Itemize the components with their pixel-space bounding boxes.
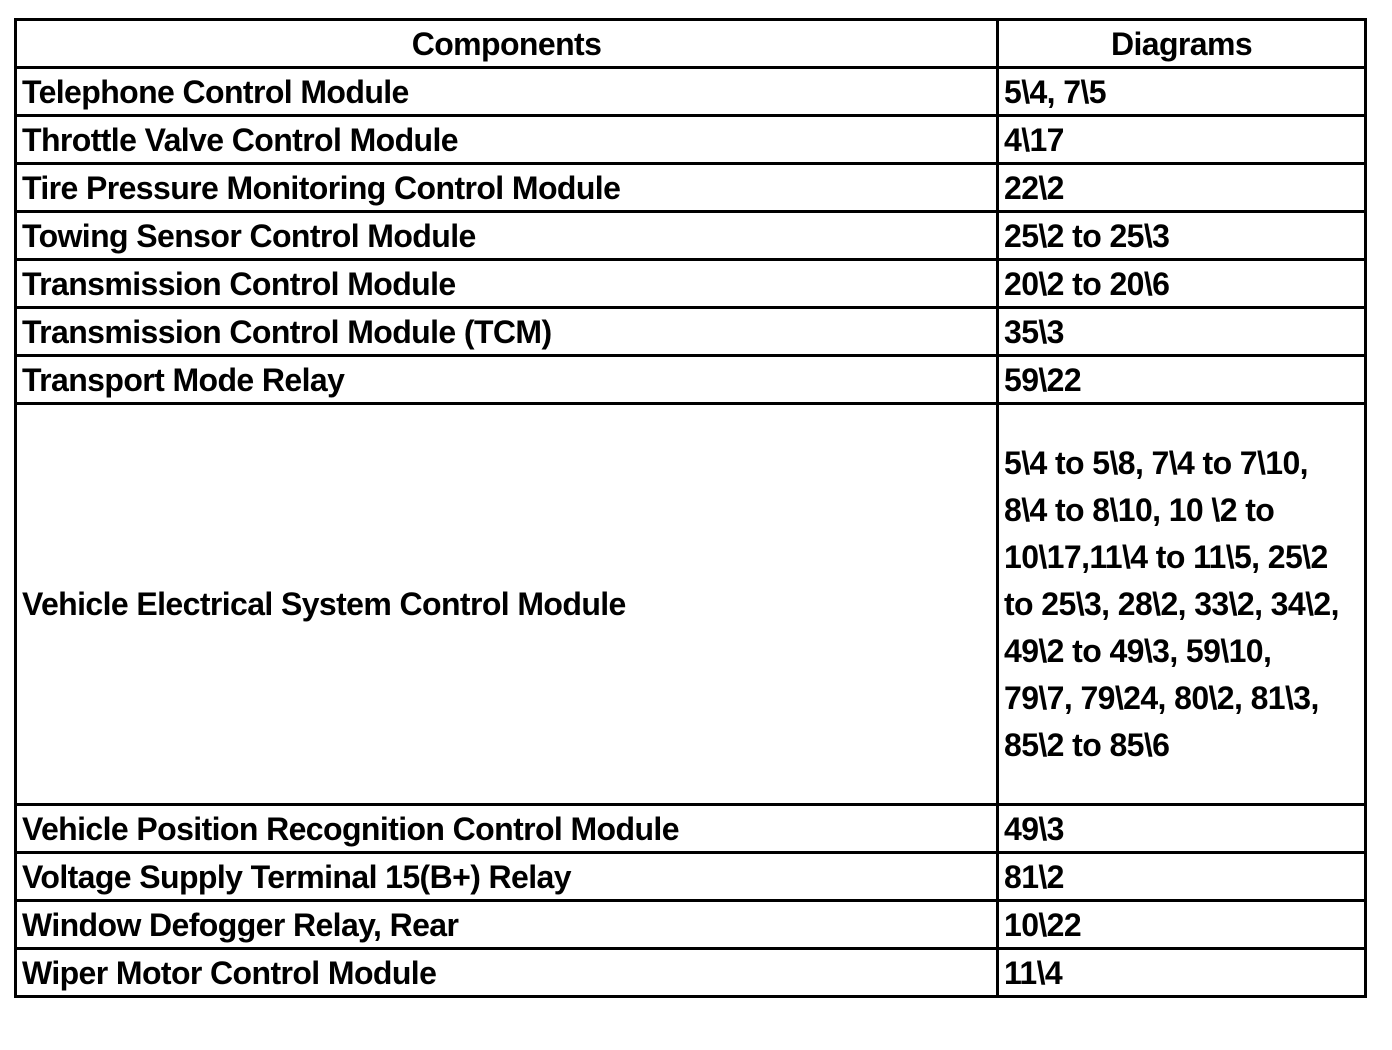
table-row xyxy=(16,805,1366,853)
diagram-cell: 59\22 xyxy=(998,356,1366,404)
table-row xyxy=(16,164,1366,212)
component-cell: Towing Sensor Control Module xyxy=(16,212,998,260)
header-components: Components xyxy=(16,20,998,68)
components-table xyxy=(14,18,1367,998)
component-cell: Transport Mode Relay xyxy=(16,356,998,404)
table-row xyxy=(16,404,1366,805)
component-cell: Vehicle Electrical System Control Module xyxy=(16,404,998,805)
table-row xyxy=(16,356,1366,404)
component-cell: Window Defogger Relay, Rear xyxy=(16,901,998,949)
component-cell: Transmission Control Module (TCM) xyxy=(16,308,998,356)
header-row xyxy=(16,20,1366,68)
diagram-cell: 25\2 to 25\3 xyxy=(998,212,1366,260)
component-cell: Wiper Motor Control Module xyxy=(16,949,998,997)
diagram-cell: 4\17 xyxy=(998,116,1366,164)
diagram-cell: 11\4 xyxy=(998,949,1366,997)
diagram-cell: 49\3 xyxy=(998,805,1366,853)
diagram-cell: 20\2 to 20\6 xyxy=(998,260,1366,308)
component-cell: Transmission Control Module xyxy=(16,260,998,308)
table-row xyxy=(16,260,1366,308)
component-cell: Vehicle Position Recognition Control Module xyxy=(16,805,998,853)
component-cell: Voltage Supply Terminal 15(B+) Relay xyxy=(16,853,998,901)
table-row xyxy=(16,68,1366,116)
diagram-cell: 22\2 xyxy=(998,164,1366,212)
component-cell: Throttle Valve Control Module xyxy=(16,116,998,164)
header-diagrams: Diagrams xyxy=(998,20,1366,68)
diagram-cell: 35\3 xyxy=(998,308,1366,356)
component-cell: Tire Pressure Monitoring Control Module xyxy=(16,164,998,212)
component-cell: Telephone Control Module xyxy=(16,68,998,116)
table-row xyxy=(16,949,1366,997)
table-row xyxy=(16,116,1366,164)
diagram-cell: 81\2 xyxy=(998,853,1366,901)
diagram-cell: 5\4, 7\5 xyxy=(998,68,1366,116)
table-row xyxy=(16,212,1366,260)
table-row xyxy=(16,308,1366,356)
table-row xyxy=(16,853,1366,901)
diagram-cell: 5\4 to 5\8, 7\4 to 7\10, 8\4 to 8\10, 10 \2 to 10\17,11\4 to 11\5, 25\2 to 25\3, 28\2, 33\2, 34\2, 49\2 to 49\3, 59\10, 79\7, 79\24, 80\2, 81\3, 85\2 to 85\6 xyxy=(998,404,1366,805)
table-row xyxy=(16,901,1366,949)
diagram-cell: 10\22 xyxy=(998,901,1366,949)
